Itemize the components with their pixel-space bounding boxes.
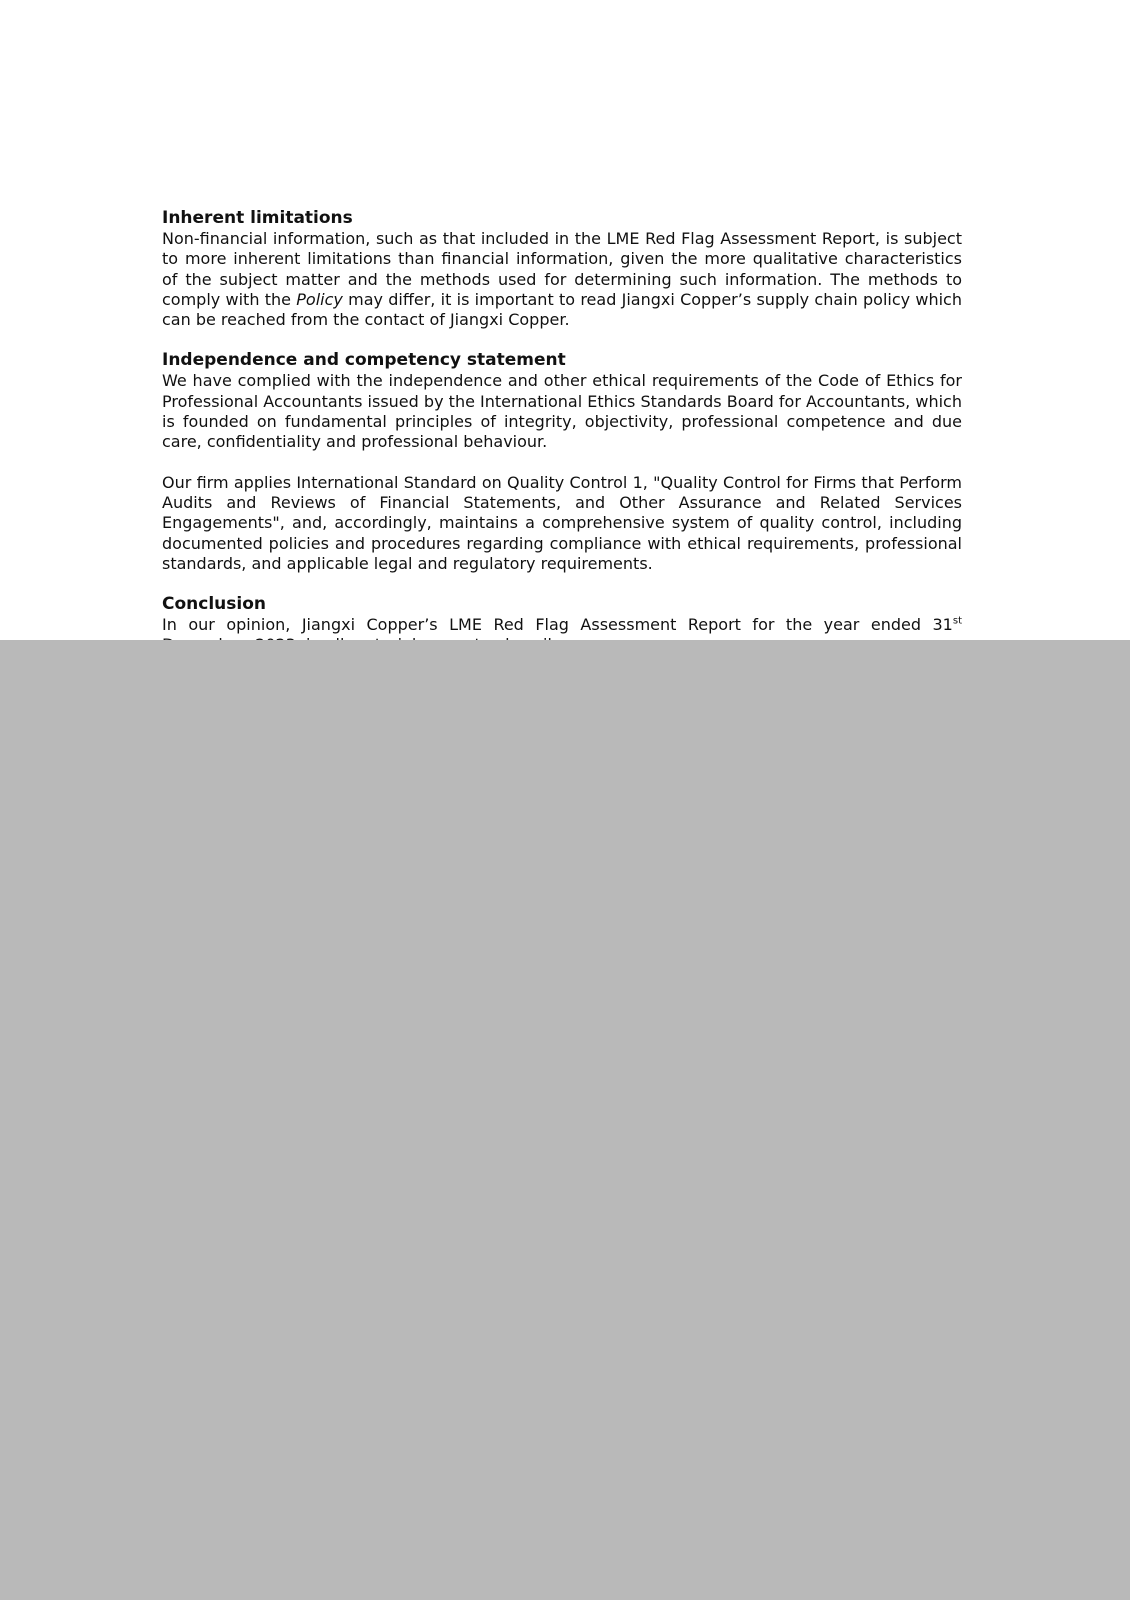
- inherent-text-start: Non-financial information, such as that included in the LME Red Flag Assessment Report, is subject to more inherent limitations than financial information, given the more qualitative characteristics of the subject matter and the methods used for determining such information. The methods to comply with the: [162, 229, 962, 309]
- ordinal-suffix: st: [952, 615, 962, 627]
- section-spacer: [162, 330, 962, 350]
- gray-overlay: [0, 640, 1130, 1600]
- inherent-text-end: may differ, it is important to read Jiangxi Copper’s supply chain policy which can be reached from the contact of Jiangxi Copper.: [162, 289, 962, 330]
- section-spacer: [162, 574, 962, 594]
- independence-paragraph-2: Our firm applies International Standard on Quality Control 1, "Quality Control for Firms that Perform Audits and Reviews of Financial Statements, and Other Assurance and Related Services Engagements", and, accordingly, maintains a comprehensive system of quality control, including documented policies and procedures regarding compliance with ethical requirements, professional standards, and applicable legal and regulatory requirements.: [162, 472, 962, 573]
- paragraph-spacer: [162, 453, 962, 473]
- document-content: [162, 208, 962, 656]
- independence-paragraph-1: We have complied with the independence and other ethical requirements of the Code of Ethics for Professional Accountants issued by the International Ethics Standards Board for Accountants, which is founded on fundamental principles of integrity, objectivity, professional competence and due care, confidentiality and professional behaviour.: [162, 371, 962, 452]
- inherent-limitations-heading: Inherent limitations: [162, 208, 353, 228]
- inherent-limitations-paragraph: [162, 229, 962, 330]
- policy-italic: Policy: [296, 289, 343, 309]
- conclusion-text-start: In our opinion, Jiangxi Copper’s LME Red Flag Assessment Report for the year ended 31: [162, 615, 953, 635]
- independence-heading: Independence and competency statement: [162, 350, 566, 371]
- conclusion-heading: Conclusion: [162, 594, 266, 615]
